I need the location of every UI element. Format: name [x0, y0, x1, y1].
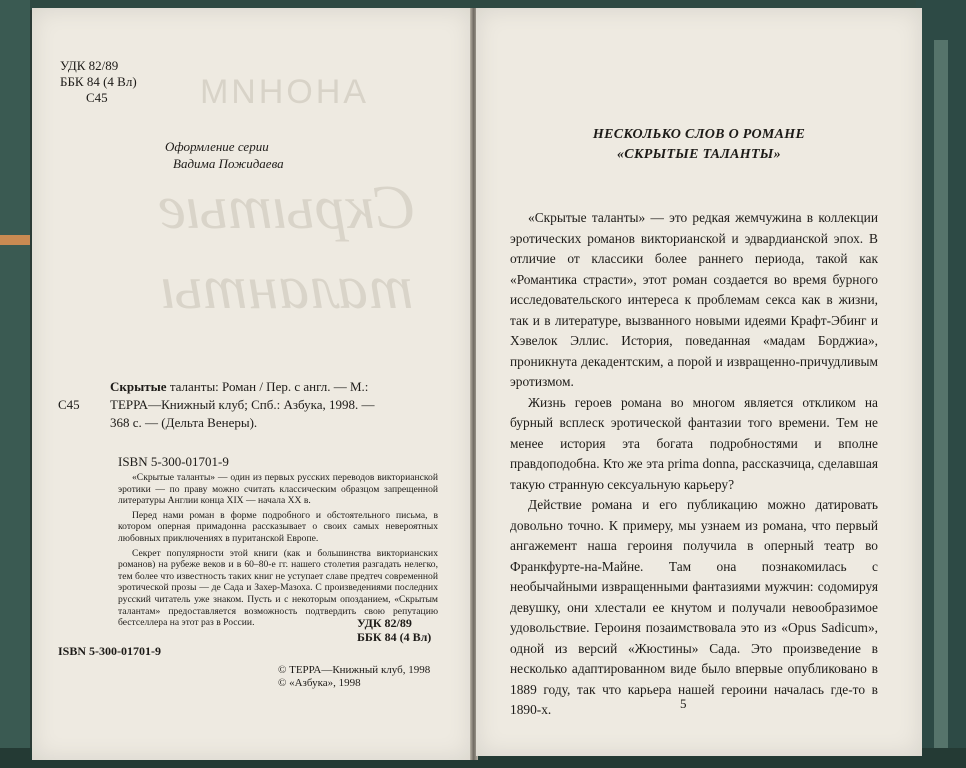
ghost-title-line1: Скрытые	[158, 174, 416, 242]
page-stack-edge	[934, 40, 948, 760]
series-design-credit	[165, 138, 284, 172]
design-line2: Вадима Пожидаева	[173, 156, 284, 171]
copyright-block	[278, 664, 430, 690]
annotation	[118, 472, 438, 632]
copyright-line2: © «Азбука», 1998	[278, 677, 361, 689]
catalog-line1-rest: таланты: Роман / Пер. с англ. — М.:	[166, 379, 369, 394]
bbk-code-bottom: ББК 84 (4 Вл)	[357, 630, 432, 644]
ghost-title-showthrough	[117, 168, 457, 328]
chapter-title	[476, 125, 922, 165]
body-paragraph: «Скрытые таланты» — это редкая жемчужина в коллекции эротических романов викторианской и эдвардианской эпох. В отличие от классики более раннего периода, такой как «Романтика страсти», этот роман создается во время бурного исследовательского интереса к проблемам секса как в жизни, так и в литературе, вызванного новыми идеями Крафт-Эбинг и Хэвелок Эллис. История, поведанная «мадам Борджиа», проникнута декадентским, а порой и извращенно-причудливым эротизмом.	[510, 210, 878, 389]
catalog-title-bold: Скрытые	[110, 379, 167, 394]
udk-code: УДК 82/89	[60, 58, 119, 73]
chapter-body	[510, 208, 878, 721]
catalog-line1	[58, 378, 413, 396]
catalog-code: С45	[58, 397, 80, 412]
ghost-author-showthrough: АНОНИМ	[197, 73, 366, 111]
background-left-cover	[0, 0, 30, 768]
design-line1: Оформление серии	[165, 139, 269, 154]
ghost-title-line2: таланты	[160, 254, 414, 322]
catalog-line2: ТЕРРА—Книжный клуб; Спб.: Азбука, 1998. —	[110, 397, 375, 412]
body-paragraph: Жизнь героев романа во многом является откликом на бурный всплеск эротической фантазии того времени. Тем не менее история эта богата подробностями и вполне правдоподобна. Кто же эта prima donna, рассказчица, сделавшая такую странную сексуальную карьеру?	[510, 394, 878, 492]
annotation-paragraph: «Скрытые таланты» — один из первых русских переводов викторианской эротики — по праву можно считать классическим образцом запрещенной литературы Англии конца XIX — начала XX в.	[118, 472, 438, 507]
background-left-stripe	[0, 235, 30, 245]
author-mark: С45	[86, 90, 108, 105]
body-paragraph: Действие романа и его публикацию можно датировать довольно точно. К примеру, мы узнаем из романа, что первый ангажемент наша героиня получила в оперный театр во Франкфурте-на-Майне. Там она познакомилась с необычайными извращенными фантазиями мужчин: содомируя девушку, они хлестали ее кнутом и получали невообразимое удовольствие. Героиня позаимствовала это из «Opus Sadicum», одной из версий «Жюстины» Сада. Это произведение в несколько адаптированном виде было впервые опубликовано в 1889 году, так что карьера нашей героини началась где-то в 1890-х.	[510, 497, 878, 717]
page-number: 5	[680, 696, 687, 711]
udk-block-bottom	[357, 616, 431, 644]
annotation-paragraph: Секрет популярности этой книги (как и большинства викторианских романов) на рубеже веков и в 60–80-е гг. нашего столетия разгадать нелегко, тем более что известность таких книг не уступает славе предтеч современной эротической прозы — де Сада и Захер-Мазоха. С произведениями последних русский читатель уже знаком. Пусть и с некоторым опозданием, «Скрытым талантам» предоставляется возможность подтвердить свою репутацию бестселлера на этот раз в России.	[118, 547, 438, 629]
udk-code-bottom: УДК 82/89	[357, 616, 412, 630]
chapter-title-line1: НЕСКОЛЬКО СЛОВ О РОМАНЕ	[592, 127, 806, 142]
chapter-title-line2: «СКРЫТЫЕ ТАЛАНТЫ»	[617, 147, 781, 162]
bbk-code: ББК 84 (4 Вл)	[60, 74, 137, 89]
annotation-paragraph: Перед нами роман в форме подробного и обстоятельного письма, в котором оперная примадонна рассказывает о своих самых невероятных любовных приключениях в пуританской Европе.	[118, 509, 438, 544]
catalog-line3: 368 с. — (Дельта Венеры).	[110, 415, 258, 430]
isbn-bottom: ISBN 5-300-01701-9	[58, 644, 162, 658]
copyright-line1: © ТЕРРА—Книжный клуб, 1998	[278, 664, 431, 676]
catalog-record	[58, 378, 413, 432]
catalog-isbn: ISBN 5-300-01701-9	[118, 454, 229, 469]
udk-block-top	[60, 58, 137, 106]
